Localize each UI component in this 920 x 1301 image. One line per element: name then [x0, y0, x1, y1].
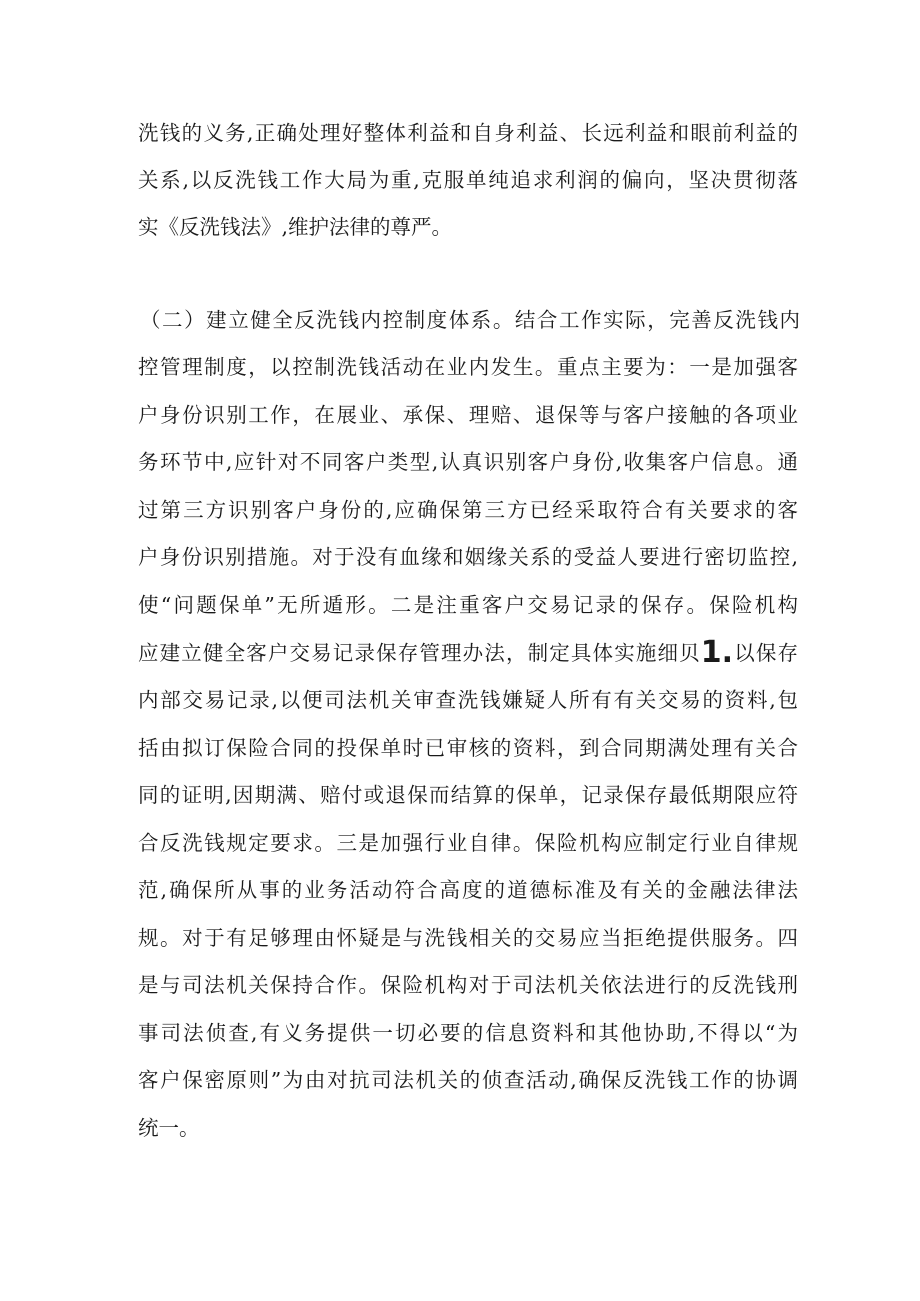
paragraph-2-line-5: 过第三方识别客户身份的,应确保第三方已经采取符合有关要求的客: [138, 498, 798, 522]
paragraph-2-line-6: 户身份识别措施。对于没有血缘和姻缘关系的受益人要进行密切监控,: [138, 545, 798, 569]
paragraph-2-line-8-tail: 以保存: [733, 641, 798, 665]
paragraph-1-line-1: 洗钱的义务,正确处理好整体利益和自身利益、长远利益和眼前利益的: [138, 121, 798, 145]
paragraph-2-line-11: 同的证明,因期满、赔付或退保而结算的保单，记录保存最低期限应符: [138, 783, 798, 807]
paragraph-2-line-12: 合反洗钱规定要求。三是加强行业自律。保险机构应制定行业自律规: [138, 831, 798, 855]
paragraph-2-line-8-text: 应建立健全客户交易记录保存管理办法，制定具体实施细贝: [138, 641, 701, 665]
paragraph-2-line-9: 内部交易记录,以便司法机关审查洗钱嫌疑人所有有关交易的资料,包: [138, 688, 798, 712]
paragraph-2-line-8: [138, 635, 798, 670]
paragraph-2-line-7: 使“问题保单”无所遁形。二是注重客户交易记录的保存。保险机构: [138, 593, 798, 617]
paragraph-2-line-1: （二）建立健全反洗钱内控制度体系。结合工作实际，完善反洗钱内: [140, 308, 800, 332]
paragraph-2-line-16: 事司法侦查,有义务提供一切必要的信息资料和其他协助,不得以“为: [138, 1021, 798, 1045]
paragraph-2-line-17: 客户保密原则”为由对抗司法机关的侦查活动,确保反洗钱工作的协调: [138, 1068, 798, 1092]
paragraph-2-line-10: 括由拟订保险合同的投保单时已审核的资料，到合同期满处理有关合: [138, 736, 798, 760]
paragraph-2-line-2: 控管理制度，以控制洗钱活动在业内发生。重点主要为：一是加强客: [138, 355, 798, 379]
paragraph-1-line-2: 关系,以反洗钱工作大局为重,克服单纯追求利润的偏向，坚决贯彻落: [138, 168, 798, 192]
paragraph-2-line-4: 务环节中,应针对不同客户类型,认真识别客户身份,收集客户信息。通: [138, 450, 798, 474]
paragraph-1-line-3: 实《反洗钱法》,维护法律的尊严。: [138, 215, 453, 239]
paragraph-2-line-14: 规。对于有足够理由怀疑是与洗钱相关的交易应当拒绝提供服务。四: [138, 926, 798, 950]
paragraph-2-line-3: 户身份识别工作，在展业、承保、理赔、退保等与客户接触的各项业: [138, 403, 798, 427]
paragraph-2-line-13: 范,确保所从事的业务活动符合高度的道德标准及有关的金融法律法: [138, 878, 798, 902]
list-numeral: 1.: [700, 635, 734, 670]
paragraph-2-line-15: 是与司法机关保持合作。保险机构对于司法机关依法进行的反洗钱刑: [138, 973, 798, 997]
paragraph-2-line-18: 统一。: [138, 1116, 200, 1140]
